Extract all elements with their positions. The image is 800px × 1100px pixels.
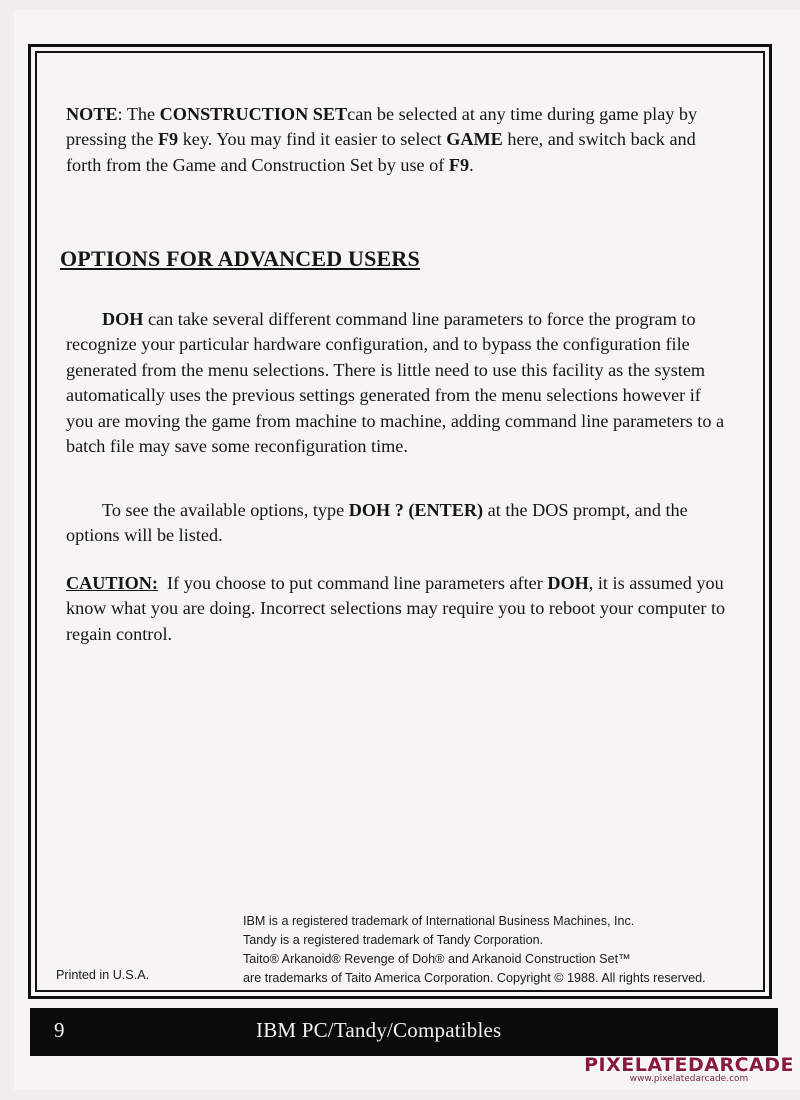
paragraph-text: , it is assumed you know what you are doing. Incorrect selections may require you to reboot your computer to regain control. (66, 573, 726, 644)
note-text: can be selected at any time during game play by pressing the (66, 104, 698, 150)
trademark-line: are trademarks of Taito America Corporation. Copyright © 1988. All rights reserved. (243, 971, 706, 985)
advanced-options-paragraph (66, 307, 730, 459)
trademark-line: Tandy is a registered trademark of Tandy Corporation. (243, 933, 544, 947)
watermark-url: www.pixelatedarcade.com (629, 1074, 749, 1084)
paragraph-text: can take several different command line parameters to force the program to recognize your particular hardware configuration, and to bypass the configuration file generated from the menu selections. There is little need to use this facility as the system automatically uses the previous settings generated from the menu selections however if you are moving the game from machine to machine, adding command line parameters to a batch file may save some reconfiguration time. (66, 309, 725, 457)
note-text: key. You may find it easier to select (178, 129, 447, 150)
page-number: 9 (54, 1018, 65, 1042)
trademark-line: Taito® Arkanoid® Revenge of Doh® and Arkanoid Construction Set™ (243, 952, 631, 966)
note-bold-term: GAME (446, 129, 503, 150)
note-text: . (469, 154, 474, 175)
footer-bar (30, 1008, 778, 1056)
note-key: F9 (448, 154, 470, 175)
program-name: DOH (102, 309, 144, 329)
section-heading: OPTIONS FOR ADVANCED USERS (60, 246, 420, 271)
printed-in-notice: Printed in U.S.A. (56, 968, 150, 982)
note-bold-term: CONSTRUCTION SET (159, 104, 348, 124)
command-text: DOH ? (ENTER) (348, 500, 484, 520)
note-text: here, and switch back and forth from the Game and Construction Set by use of (66, 129, 696, 175)
note-label: NOTE (66, 104, 118, 124)
note-key: F9 (157, 129, 179, 150)
note-text: : The (117, 104, 160, 124)
paragraph-text: To see the available options, type (102, 500, 349, 520)
caution-paragraph (66, 571, 730, 647)
site-watermark (584, 1054, 794, 1084)
platform-title: IBM PC/Tandy/Compatibles (256, 1018, 502, 1042)
paragraph-text: If you choose to put command line parameters after (157, 573, 548, 593)
watermark-brand: PIXELATEDARCADE (584, 1054, 794, 1076)
available-options-paragraph (66, 498, 730, 549)
note-paragraph (66, 102, 730, 178)
program-name: DOH (547, 573, 589, 593)
caution-label: CAUTION: (66, 573, 158, 593)
paragraph-text: at the DOS prompt, and the options will be listed. (66, 500, 688, 546)
trademark-line: IBM is a registered trademark of International Business Machines, Inc. (243, 914, 635, 928)
trademark-notice (243, 912, 706, 988)
